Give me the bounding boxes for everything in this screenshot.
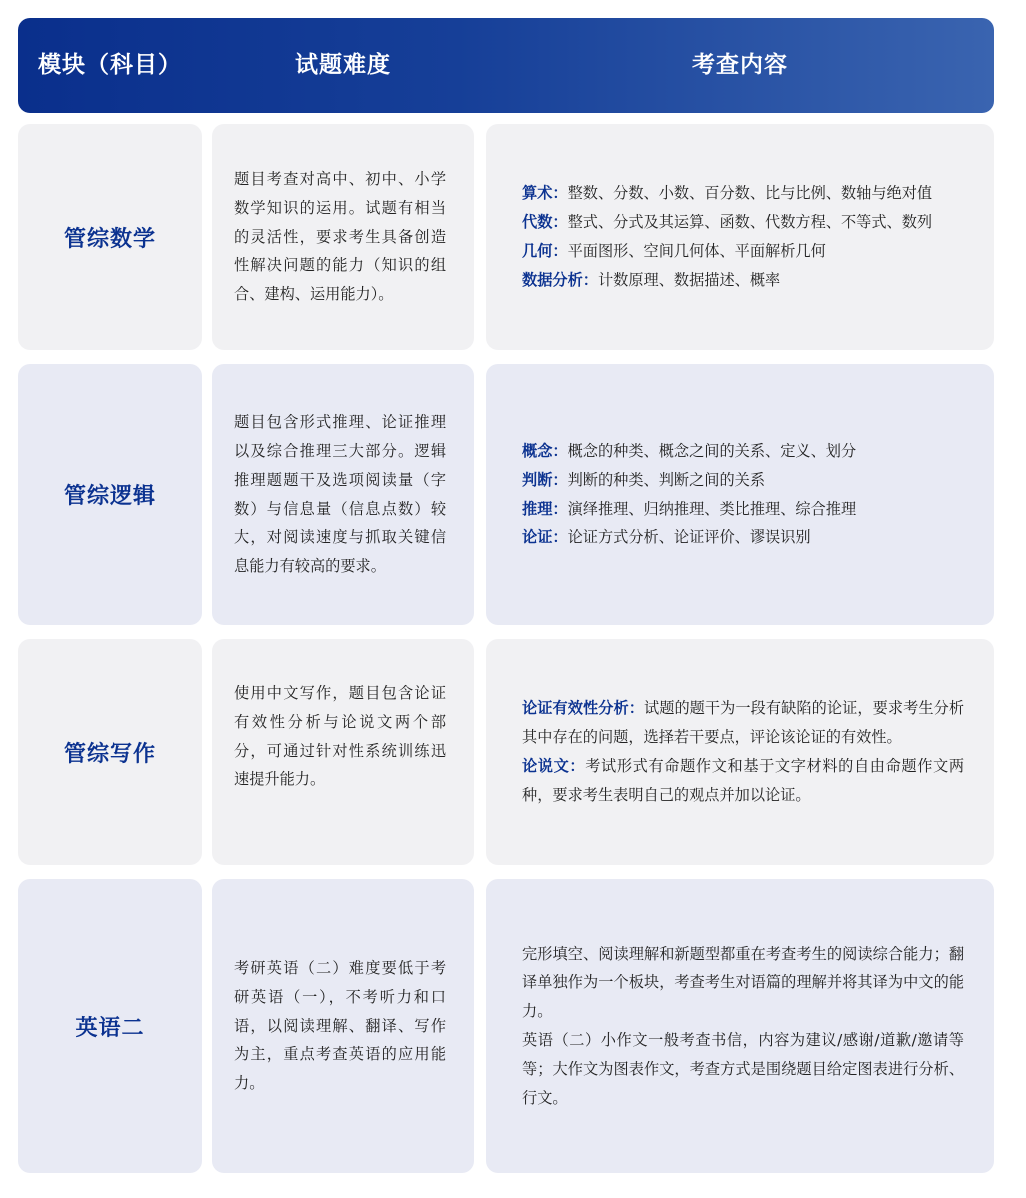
difficulty-text: 使用中文写作，题目包含论证有效性分析与论说文两个部分，可通过针对性系统训练迅速提升能力。 [234, 684, 446, 789]
content-label: 判断： [522, 470, 568, 489]
content-cell [486, 639, 994, 865]
content-label: 几何： [522, 242, 568, 260]
module-cell [18, 639, 202, 865]
content-line [522, 752, 964, 810]
content-text: 论证方式分析、论证评价、谬误识别 [567, 528, 811, 547]
content-line [522, 495, 964, 524]
content-label: 数据分析： [522, 270, 598, 289]
difficulty-cell [212, 124, 474, 350]
module-name: 管综数学 [63, 226, 156, 252]
content-line [522, 208, 964, 237]
difficulty-cell [212, 364, 474, 625]
content-line [522, 466, 964, 495]
content-line [522, 1026, 964, 1112]
content-cell [486, 879, 994, 1173]
header-content: 考查内容 [692, 52, 788, 78]
content-text: 平面图形、空间几何体、平面解析几何 [567, 242, 826, 260]
difficulty-cell [212, 639, 474, 865]
table-header [18, 18, 994, 113]
content-label: 推理： [522, 499, 568, 518]
content-text: 计数原理、数据描述、概率 [597, 270, 781, 289]
content-line [522, 266, 964, 295]
content-line [522, 694, 964, 752]
content-cell [486, 124, 994, 350]
content-line [522, 437, 964, 466]
header-module: 模块（科目） [38, 52, 182, 78]
content-line [522, 237, 964, 266]
content-label: 论说文： [522, 757, 586, 775]
content-text: 判断的种类、判断之间的关系 [567, 470, 765, 489]
content-text: 考试形式有命题作文和基于文字材料的自由命题作文两种，要求考生表明自己的观点并加以论证。 [522, 757, 965, 804]
module-name: 管综写作 [63, 741, 156, 767]
content-line [522, 179, 964, 208]
content-text: 英语（二）小作文一般考查书信，内容为建议/感谢/道歉/邀请等等；大作文为图表作文，考查方式是围绕题目给定图表进行分析、行文。 [522, 1031, 964, 1107]
module-cell [18, 124, 202, 350]
content-label: 论证： [522, 528, 568, 547]
content-label: 论证有效性分析： [522, 699, 644, 718]
content-text: 整式、分式及其运算、函数、代数方程、不等式、数列 [567, 213, 933, 232]
module-cell [18, 364, 202, 625]
difficulty-text: 题目考查对高中、初中、小学数学知识的运用。试题有相当的灵活性，要求考生具备创造性解决问题的能力（知识的组合、建构、运用能力）。 [234, 170, 446, 304]
header-difficulty: 试题难度 [295, 52, 391, 78]
module-cell [18, 879, 202, 1173]
content-line [522, 940, 964, 1026]
content-text: 整数、分数、小数、百分数、比与比例、数轴与绝对值 [567, 184, 933, 203]
content-text: 完形填空、阅读理解和新题型都重在考查考生的阅读综合能力；翻译单独作为一个板块，考查考生对语篇的理解并将其译为中文的能力。 [522, 944, 964, 1021]
content-line [522, 523, 964, 552]
module-name: 英语二 [75, 1015, 145, 1041]
difficulty-cell [212, 879, 474, 1173]
content-label: 代数： [522, 213, 568, 232]
content-label: 概念： [522, 441, 568, 460]
content-cell [486, 364, 994, 625]
module-name: 管综逻辑 [63, 484, 156, 509]
content-label: 算术： [522, 184, 568, 203]
difficulty-text: 题目包含形式推理、论证推理以及综合推理三大部分。逻辑推理题题干及选项阅读量（字数）与信息量（信息点数）较大，对阅读速度与抓取关键信息能力有较高的要求。 [234, 413, 446, 576]
content-text: 演绎推理、归纳推理、类比推理、综合推理 [567, 499, 857, 518]
content-text: 试题的题干为一段有缺陷的论证，要求考生分析其中存在的问题，选择若干要点，评论该论证的有效性。 [522, 699, 965, 747]
difficulty-text: 考研英语（二）难度要低于考研英语（一），不考听力和口语，以阅读理解、翻译、写作为主，重点考查英语的应用能力。 [234, 959, 446, 1093]
content-text: 概念的种类、概念之间的关系、定义、划分 [567, 441, 857, 460]
